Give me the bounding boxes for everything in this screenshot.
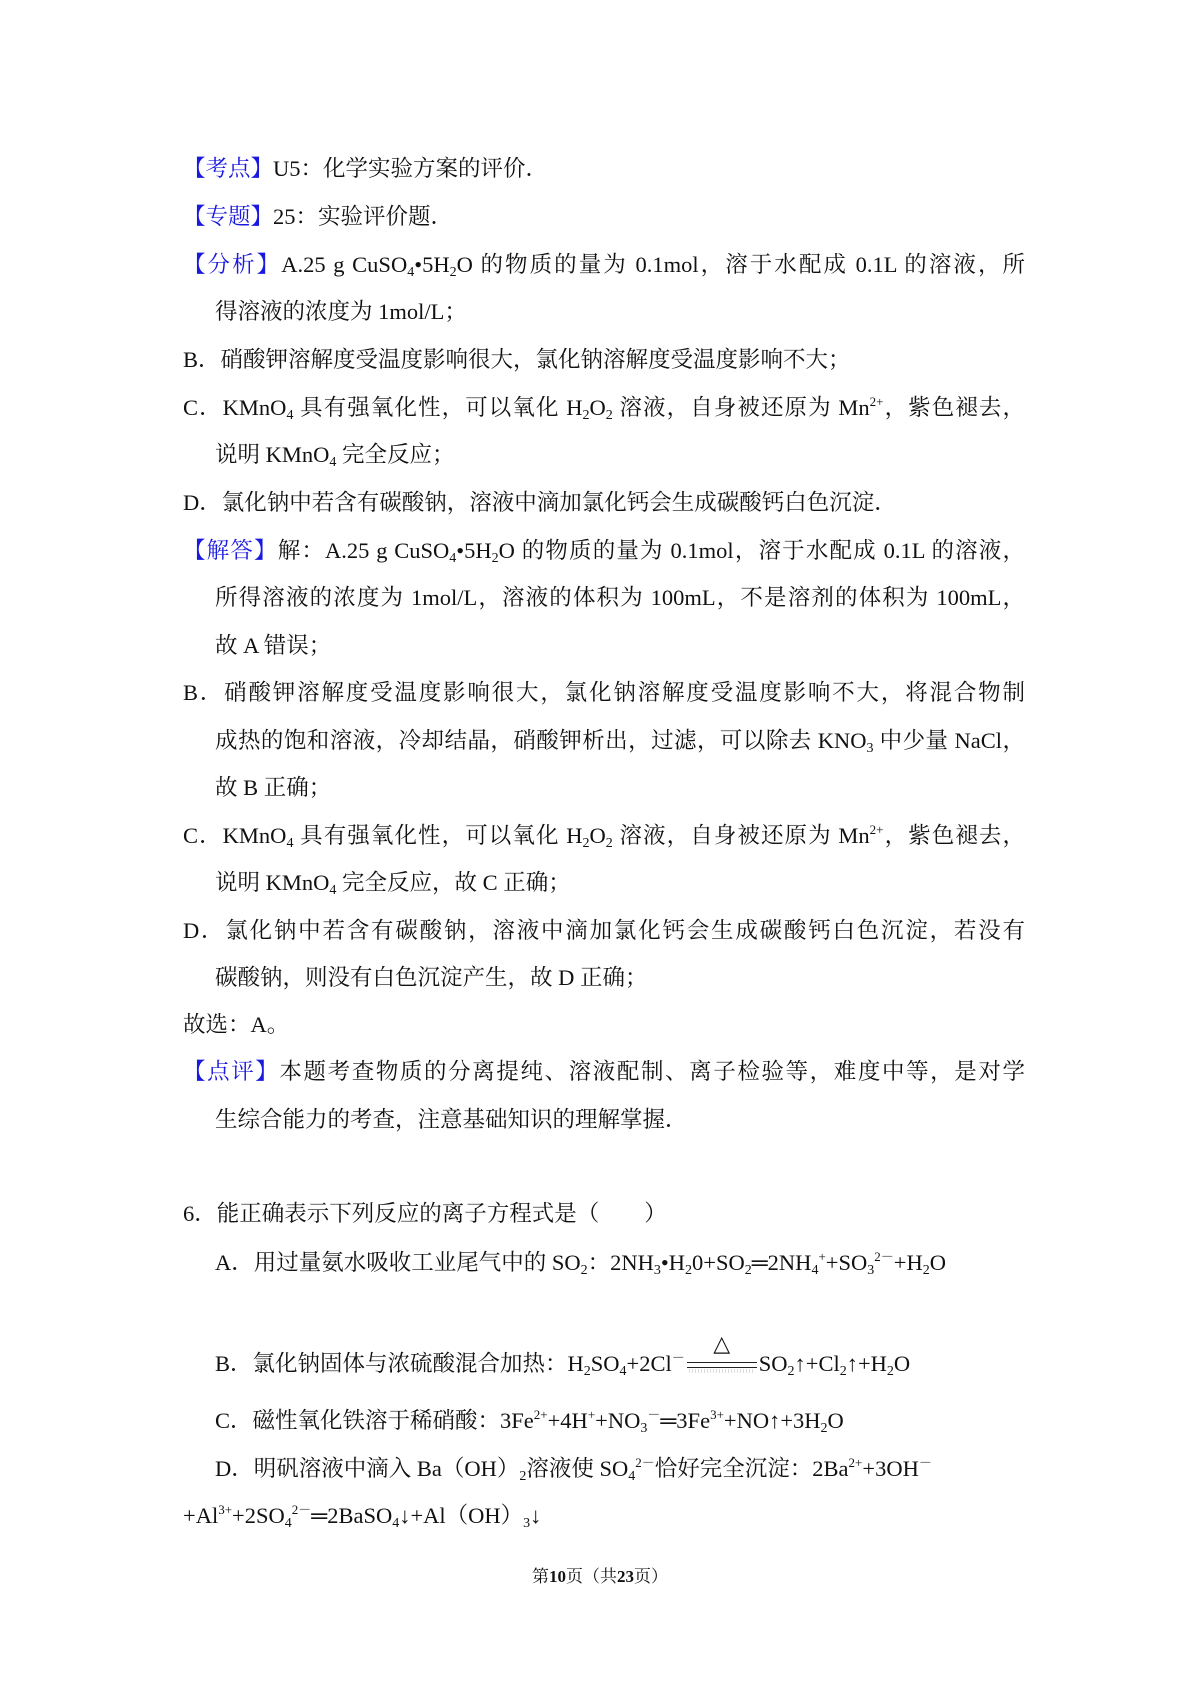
- footer-prefix: 第: [532, 1567, 549, 1586]
- text-run: +3OH: [862, 1456, 919, 1481]
- text-run: ↓+Al（OH）: [399, 1503, 524, 1528]
- text-line: [183, 678, 1025, 708]
- subscript: 2: [582, 408, 590, 423]
- text-run: ═3Fe: [660, 1408, 711, 1433]
- text-run: 完全反应，故 C 正确；: [336, 870, 571, 895]
- text-run: 本题考查物质的分离提纯、溶液配制、离子检验等，难度中等，是对学: [279, 1059, 1025, 1084]
- text-line: [183, 154, 548, 184]
- subscript: 4: [329, 455, 337, 470]
- text-run: U5：化学实验方案的评价．: [273, 156, 549, 181]
- text-line: [183, 536, 1025, 566]
- subscript: 2: [583, 1364, 591, 1379]
- subscript: 2: [886, 1364, 894, 1379]
- subscript: 2: [519, 1469, 527, 1484]
- superscript: 2－: [874, 1249, 894, 1264]
- subscript: 4: [628, 1469, 636, 1484]
- text-run: •5H: [414, 252, 450, 277]
- superscript: 2+: [869, 394, 884, 409]
- text-run: +2Cl: [626, 1351, 672, 1376]
- text-run: •H: [660, 1250, 686, 1275]
- text-run: +2SO: [232, 1503, 285, 1528]
- text-line: [183, 393, 1025, 423]
- text-run: ↑+H: [846, 1351, 887, 1376]
- subscript: 2: [605, 408, 613, 423]
- text-run: D．氯化钠中若含有碳酸钠，溶液中滴加氯化钙会生成碳酸钙白色沉淀．: [183, 490, 897, 515]
- superscript: 2+: [848, 1455, 863, 1470]
- text-line: [215, 1331, 911, 1379]
- text-line: [183, 250, 1025, 280]
- text-run: 碳酸钠，则没有白色沉淀产生，故 D 正确；: [215, 965, 648, 990]
- text-run: •5H: [456, 538, 492, 563]
- text-run: B．硝酸钾溶解度受温度影响很大，氯化钠溶解度受温度影响不大；: [183, 347, 851, 372]
- text-line: [215, 1406, 844, 1436]
- text-line: [183, 821, 1025, 851]
- text-line: [215, 963, 648, 993]
- text-run: +Al: [183, 1503, 219, 1528]
- subscript: 2: [491, 551, 499, 566]
- subscript: 4: [811, 1263, 819, 1278]
- text-run: ═2BaSO: [311, 1503, 393, 1528]
- text-run: ：2NH: [587, 1250, 654, 1275]
- text-run: D．氯化钠中若含有碳酸钠，溶液中滴加氯化钙会生成碳酸钙白色沉淀，若没有: [183, 918, 1025, 943]
- text-run: 恰好完全沉淀：2Ba: [654, 1456, 849, 1481]
- text-run: 具有强氧化性，可以氧化 H: [293, 395, 583, 420]
- text-line: [215, 583, 1025, 613]
- subscript: 2: [787, 1364, 795, 1379]
- superscript: 2－: [291, 1502, 312, 1517]
- text-run: 故选：A。: [183, 1012, 290, 1037]
- text-line: [183, 1501, 541, 1531]
- text-run: 溶液，自身被还原为 Mn: [612, 395, 870, 420]
- text-line: [183, 345, 851, 375]
- text-run: 完全反应；: [336, 442, 455, 467]
- subscript: 4: [619, 1364, 627, 1379]
- text-line: [215, 1454, 932, 1484]
- section-tag: 【分析】: [183, 252, 282, 277]
- text-run: O: [589, 395, 606, 420]
- text-run: 溶液使 SO: [526, 1456, 629, 1481]
- text-line: [215, 440, 455, 470]
- text-run: O: [893, 1351, 911, 1376]
- subscript: 4: [329, 883, 337, 898]
- superscript: 2+: [869, 822, 884, 837]
- text-line: [183, 488, 897, 518]
- text-run: 说明 KMnO: [215, 442, 330, 467]
- text-line: [183, 1199, 667, 1229]
- text-run: 溶液，自身被还原为 Mn: [612, 823, 870, 848]
- text-run: 解：A.25 g CuSO: [277, 538, 450, 563]
- subscript: 4: [286, 408, 294, 423]
- subscript: 3: [867, 1263, 875, 1278]
- subscript: 2: [605, 836, 613, 851]
- superscript: +: [818, 1249, 826, 1264]
- text-run: 生综合能力的考查，注意基础知识的理解掌握．: [215, 1107, 688, 1132]
- superscript: －: [918, 1455, 932, 1470]
- text-line: [183, 1010, 289, 1040]
- double-equals-line: [687, 1362, 757, 1368]
- subscript: 4: [449, 551, 457, 566]
- text-run: +NO: [595, 1408, 641, 1433]
- text-line: [215, 297, 467, 327]
- superscript: 3+: [710, 1407, 724, 1422]
- text-run: 得溶液的浓度为 1mol/L；: [215, 299, 467, 324]
- subscript: 2: [744, 1263, 752, 1278]
- superscript: 3+: [218, 1502, 233, 1517]
- text-run: 0+SO: [692, 1250, 745, 1275]
- text-run: A.25 g CuSO: [281, 252, 408, 277]
- text-run: +NO↑+3H: [723, 1408, 821, 1433]
- text-line: [183, 1057, 1025, 1087]
- text-run: A．用过量氨水吸收工业尾气中的 SO: [215, 1250, 581, 1275]
- subscript: 4: [392, 1516, 400, 1531]
- subscript: 3: [653, 1263, 661, 1278]
- text-run: +H: [893, 1250, 923, 1275]
- text-run: O 的物质的量为 0.1mol，溶于水配成 0.1L 的溶液，: [498, 538, 1025, 563]
- section-tag: 【专题】: [183, 204, 274, 229]
- text-run: ═2NH: [751, 1250, 812, 1275]
- superscript: －: [671, 1350, 685, 1365]
- superscript: +: [587, 1407, 596, 1422]
- text-run: 25：实验评价题．: [273, 204, 454, 229]
- total-pages: 23: [617, 1567, 634, 1586]
- text-run: C．磁性氧化铁溶于稀硝酸：3Fe: [215, 1408, 534, 1433]
- superscript: 2+: [533, 1407, 548, 1422]
- section-tag: 【解答】: [183, 538, 278, 563]
- subscript: 3: [523, 1516, 531, 1531]
- text-line: [215, 868, 571, 898]
- text-run: O 的物质的量为 0.1mol，溶于水配成 0.1L 的溶液，所: [456, 252, 1025, 277]
- text-run: 所得溶液的浓度为 1mol/L，溶液的体积为 100mL，不是溶剂的体积为 100mL，: [215, 585, 1025, 610]
- subscript: 3: [640, 1421, 648, 1436]
- footer-mid: 页（共: [566, 1567, 617, 1586]
- arrow-shadow: [689, 1369, 755, 1373]
- current-page: 10: [549, 1567, 566, 1586]
- subscript: 2: [820, 1421, 828, 1436]
- heating-reaction-arrow: [687, 1331, 757, 1373]
- text-run: 故 B 正确；: [215, 775, 332, 800]
- text-run: 成热的饱和溶液，冷却结晶，硝酸钾析出，过滤，可以除去 KNO: [215, 728, 867, 753]
- text-run: +SO: [825, 1250, 868, 1275]
- text-run: 具有强氧化性，可以氧化 H: [293, 823, 583, 848]
- text-run: O: [589, 823, 606, 848]
- subscript: 4: [286, 836, 294, 851]
- subscript: 3: [866, 741, 874, 756]
- text-run: SO: [758, 1351, 788, 1376]
- text-line: [215, 726, 1025, 756]
- superscript: －: [647, 1407, 661, 1422]
- text-run: +4H: [547, 1408, 588, 1433]
- text-run: B．硝酸钾溶解度受温度影响很大，氯化钠溶解度受温度影响不大，将混合物制: [183, 680, 1025, 705]
- text-run: ，紫色褪去，: [883, 823, 1025, 848]
- superscript: 2－: [635, 1455, 655, 1470]
- subscript: 2: [922, 1263, 930, 1278]
- text-line: [183, 916, 1025, 946]
- section-tag: 【考点】: [183, 156, 274, 181]
- text-run: 说明 KMnO: [215, 870, 330, 895]
- text-run: 中少量 NaCl，: [873, 728, 1025, 753]
- section-tag: 【点评】: [183, 1059, 280, 1084]
- subscript: 4: [284, 1516, 292, 1531]
- text-line: [215, 1105, 688, 1135]
- heat-triangle-icon: △: [713, 1331, 731, 1356]
- text-line: [215, 631, 331, 661]
- subscript: 2: [582, 836, 590, 851]
- text-run: ，紫色褪去，: [883, 395, 1025, 420]
- text-run: O: [827, 1408, 844, 1433]
- text-run: ↓: [530, 1503, 542, 1528]
- text-line: [215, 773, 331, 803]
- text-run: 故 A 错误；: [215, 633, 332, 658]
- text-run: SO: [590, 1351, 620, 1376]
- text-run: C．KMnO: [183, 395, 287, 420]
- text-run: 6．能正确表示下列反应的离子方程式是（ ）: [183, 1201, 667, 1226]
- page-footer: [0, 1562, 1200, 1587]
- text-run: O: [929, 1250, 946, 1275]
- text-run: B．氯化钠固体与浓硫酸混合加热：H: [215, 1351, 584, 1376]
- text-run: ↑+Cl: [794, 1351, 840, 1376]
- footer-suffix: 页）: [634, 1567, 668, 1586]
- text-run: C．KMnO: [183, 823, 287, 848]
- subscript: 2: [839, 1364, 847, 1379]
- subscript: 2: [580, 1263, 588, 1278]
- subscript: 2: [685, 1263, 693, 1278]
- text-run: D．明矾溶液中滴入 Ba（OH）: [215, 1456, 520, 1481]
- subscript: 2: [449, 265, 457, 280]
- subscript: 4: [407, 265, 415, 280]
- text-line: [183, 202, 453, 232]
- text-line: [215, 1248, 946, 1278]
